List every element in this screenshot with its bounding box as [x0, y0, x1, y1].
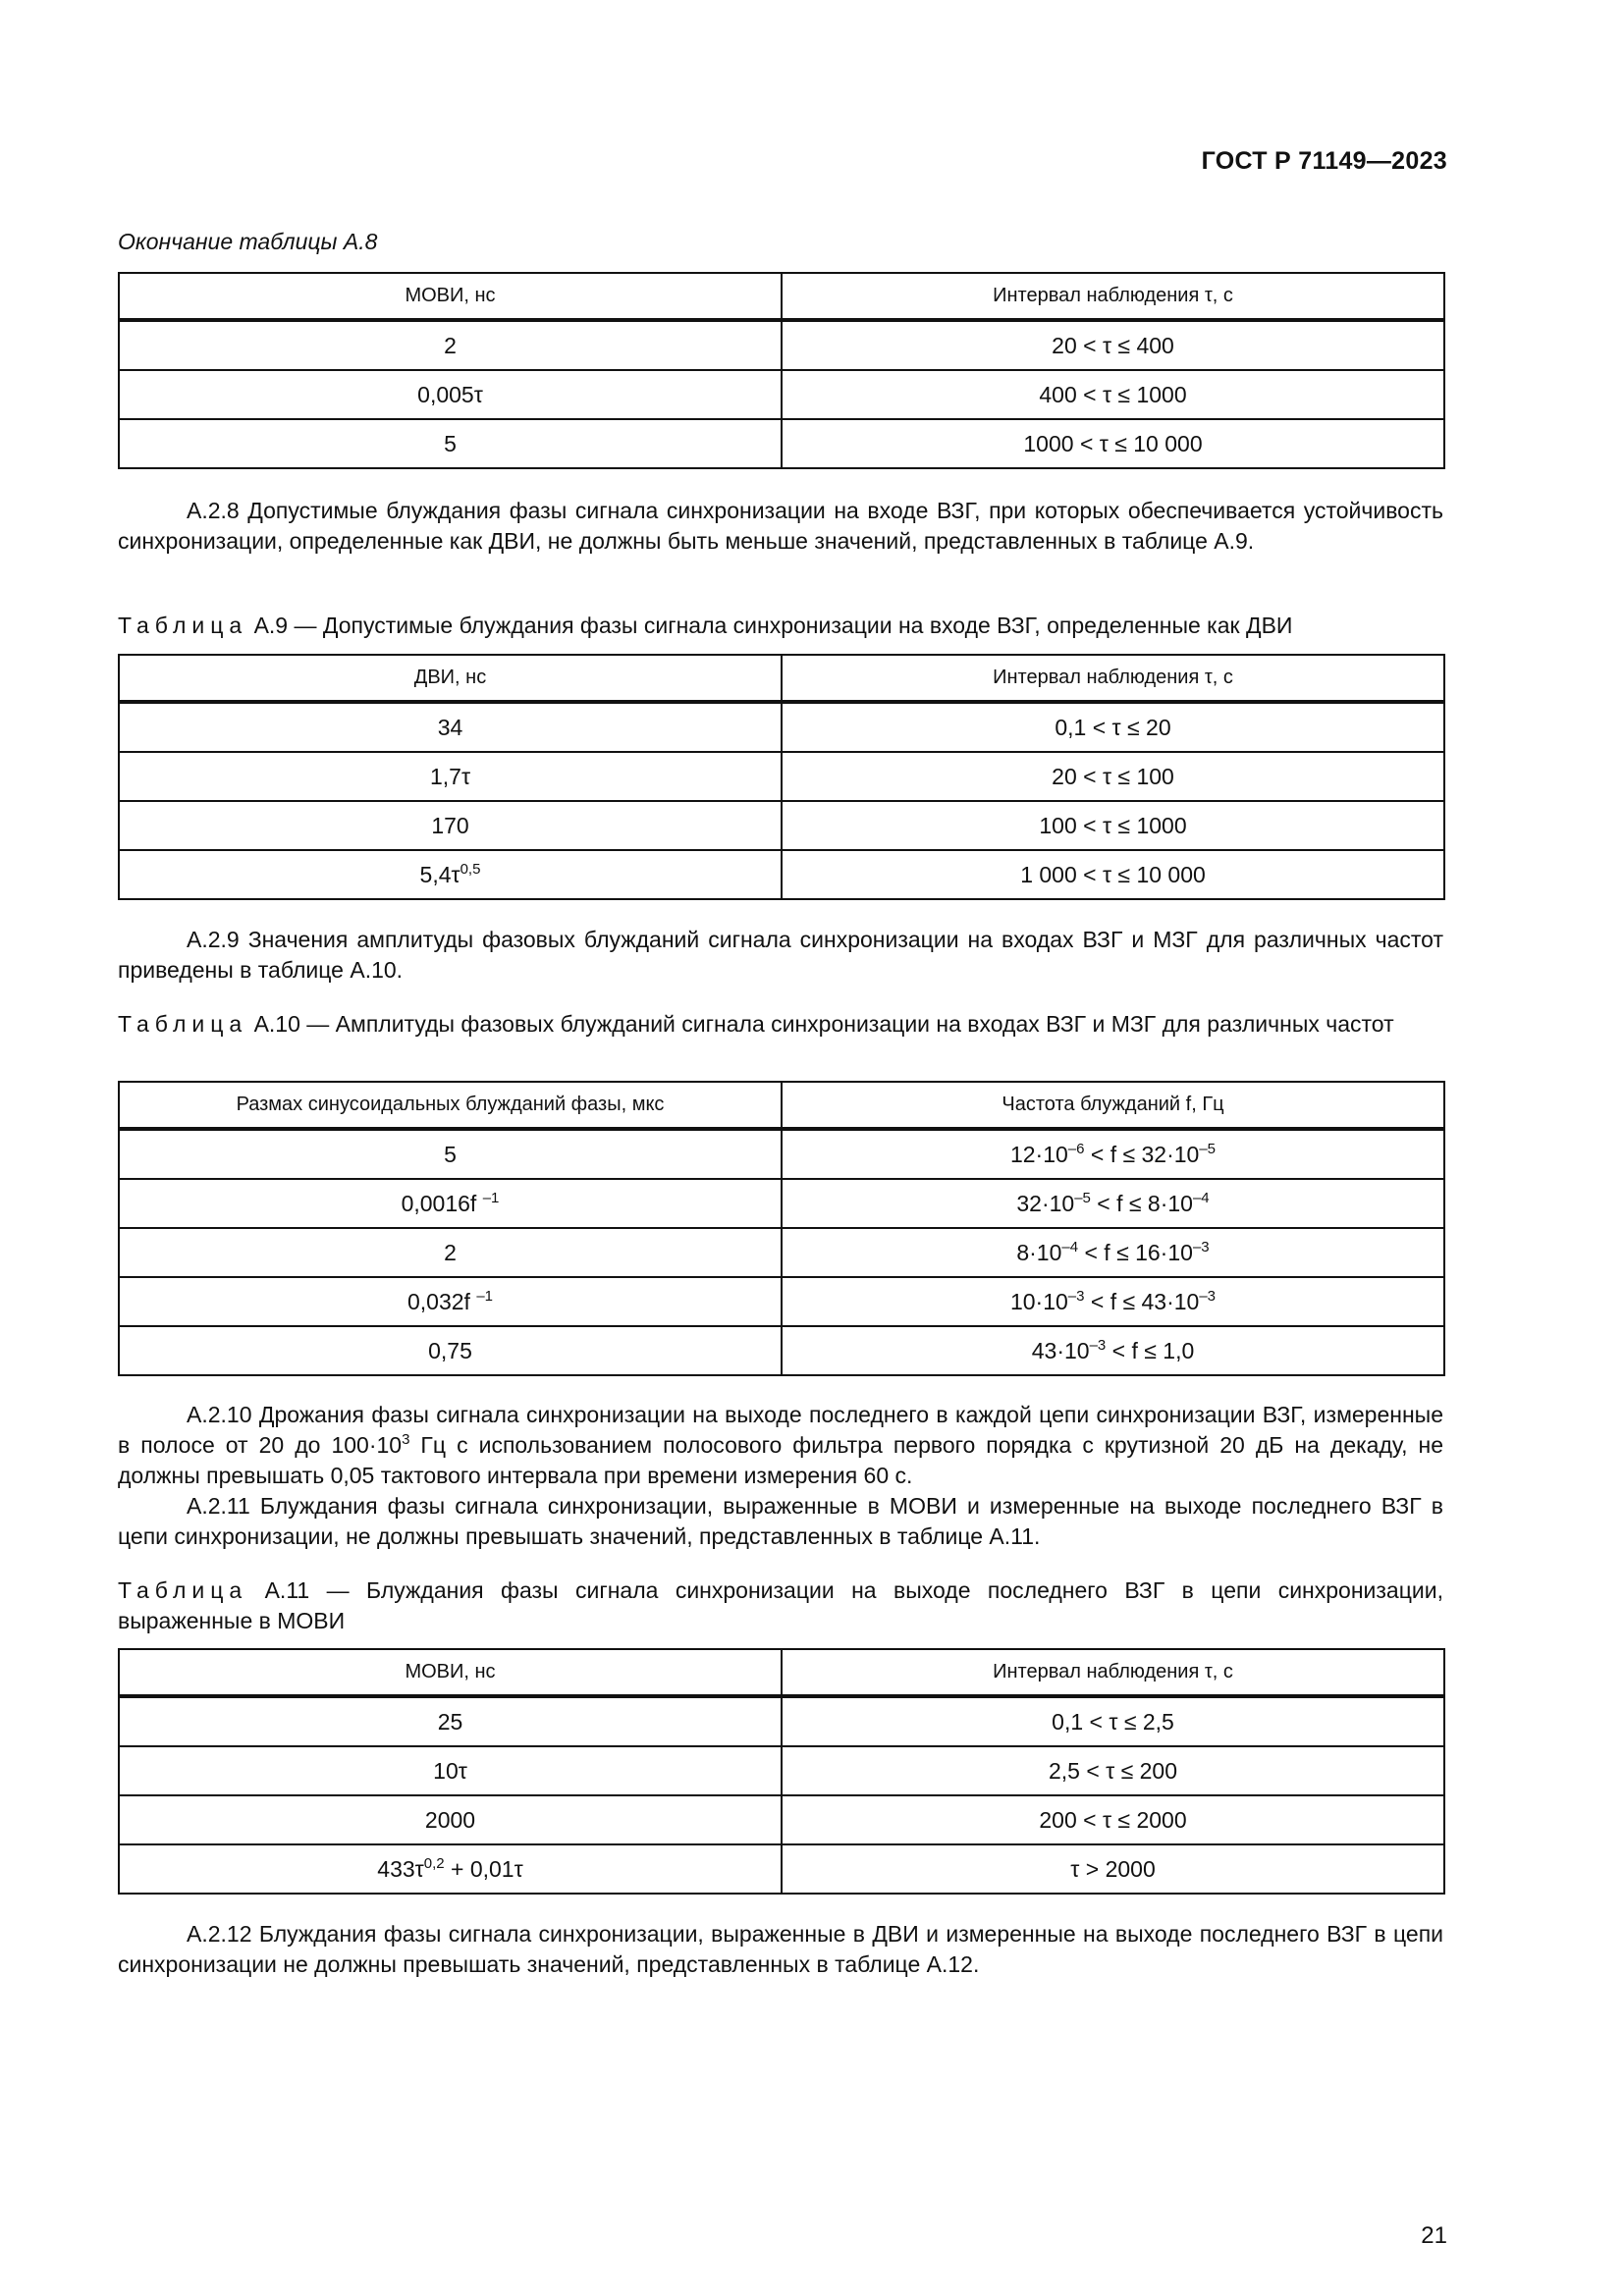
table-row [119, 1746, 1444, 1795]
table-row [119, 801, 1444, 850]
table-cell: 0,75 [119, 1326, 782, 1375]
table-a8-continuation [118, 272, 1445, 469]
table-cell: 25 [119, 1696, 782, 1746]
table-row [119, 370, 1444, 419]
table-cell: 0,005τ [119, 370, 782, 419]
table-cell: 1000 < τ ≤ 10 000 [782, 419, 1444, 468]
table-a11-caption [118, 1575, 1443, 1636]
table-caption-text: А.10 — Амплитуды фазовых блужданий сигнала синхронизации на входах ВЗГ и МЗГ для различных частот [253, 1011, 1394, 1037]
table-row [119, 1277, 1444, 1326]
paragraph-a-2-11: А.2.11 Блуждания фазы сигнала синхронизации, выраженные в МОВИ и измеренные на выходе последнего ВЗГ в цепи синхронизации, не должны превышать значений, представленных в таблице А.11. [118, 1493, 1443, 1549]
table-caption-word: Таблица [118, 613, 248, 638]
table-row [119, 1696, 1444, 1746]
table-a10-caption [118, 1009, 1443, 1040]
table-cell: 0,0016f $^{-1}$ [119, 1179, 782, 1228]
table-caption-text: А.9 — Допустимые блуждания фазы сигнала синхронизации на входе ВЗГ, определенные как ДВИ [253, 613, 1293, 638]
table-cell: 0,1 < τ ≤ 2,5 [782, 1696, 1444, 1746]
table-row [119, 752, 1444, 801]
table-cell: 10τ [119, 1746, 782, 1795]
table-row [119, 1179, 1444, 1228]
table-caption-word: Таблица [118, 1011, 248, 1037]
table-row [119, 1795, 1444, 1844]
table-cell: 2,5 < τ ≤ 200 [782, 1746, 1444, 1795]
table-row [119, 1129, 1444, 1179]
table-cell: $32\cdot 10^{-5} < f \le 8\cdot 10^{-4}$ [782, 1179, 1444, 1228]
table-cell: 200 < τ ≤ 2000 [782, 1795, 1444, 1844]
table-cell: 2 [119, 320, 782, 370]
table-cell: 100 < τ ≤ 1000 [782, 801, 1444, 850]
table-header-cell: Интервал наблюдения τ, с [782, 655, 1444, 702]
table-a10 [118, 1081, 1445, 1376]
table-cell: $433\tau^{0,2} + 0,01\tau$ [119, 1844, 782, 1894]
table-row [119, 1228, 1444, 1277]
table-header-cell: Интервал наблюдения τ, с [782, 273, 1444, 320]
document-code: ГОСТ Р 71149—2023 [1201, 147, 1447, 175]
table-cell: 34 [119, 702, 782, 752]
table-header-cell: Интервал наблюдения τ, с [782, 1649, 1444, 1696]
table-caption-word: Таблица [118, 1577, 248, 1603]
table-cell: 1,7τ [119, 752, 782, 801]
formula-base: 5,4τ [419, 861, 460, 887]
table-row [119, 320, 1444, 370]
formula-exponent: 0,5 [460, 860, 481, 878]
table-header-cell: Частота блужданий f, Гц [782, 1082, 1444, 1129]
paragraph-a-2-9: А.2.9 Значения амплитуды фазовых блужданий сигнала синхронизации на входах ВЗГ и МЗГ для различных частот приведены в таблице А.10. [118, 927, 1443, 983]
table-header-cell: ДВИ, нс [119, 655, 782, 702]
table-cell: $12\cdot 10^{-6} < f \le 32\cdot 10^{-5}$ [782, 1129, 1444, 1179]
table-cell: 5 [119, 1129, 782, 1179]
table-cell: 20 < τ ≤ 400 [782, 320, 1444, 370]
table-caption-text: А.11 — Блуждания фазы сигнала синхронизации на выходе последнего ВЗГ в цепи синхронизации, выраженные в МОВИ [118, 1577, 1443, 1633]
paragraph-a-2-10: А.2.10 Дрожания фазы сигнала синхронизации на выходе последнего в каждой цепи синхронизации ВЗГ, измеренные в полосе от 20 до $100\cdot 10^3$ Гц с использованием полосового фильтра первого порядка с крутизной 20 дБ на декаду, не должны превышать 0,05 тактового интервала при времени измерения 60 с. [118, 1402, 1443, 1488]
page-number: 21 [1421, 2222, 1447, 2249]
table-continuation-caption: Окончание таблицы А.8 [118, 229, 378, 254]
table-cell: 5 [119, 419, 782, 468]
table-a11 [118, 1648, 1445, 1895]
table-cell: 400 < τ ≤ 1000 [782, 370, 1444, 419]
table-cell: 2000 [119, 1795, 782, 1844]
table-cell: $10\cdot 10^{-3} < f \le 43\cdot 10^{-3}$ [782, 1277, 1444, 1326]
table-header-cell: МОВИ, нс [119, 1649, 782, 1696]
table-cell: $8\cdot 10^{-4} < f \le 16\cdot 10^{-3}$ [782, 1228, 1444, 1277]
table-cell: 0,1 < τ ≤ 20 [782, 702, 1444, 752]
table-row [119, 1844, 1444, 1894]
table-row [119, 850, 1444, 899]
table-header-cell: Размах синусоидальных блужданий фазы, мкс [119, 1082, 782, 1129]
table-cell: 20 < τ ≤ 100 [782, 752, 1444, 801]
paragraph-a-2-12: А.2.12 Блуждания фазы сигнала синхронизации, выраженные в ДВИ и измеренные на выходе последнего ВЗГ в цепи синхронизации не должны превышать значений, представленных в таблице А.12. [118, 1921, 1443, 1977]
table-cell: τ > 2000 [782, 1844, 1444, 1894]
table-cell: 170 [119, 801, 782, 850]
table-header-cell: МОВИ, нс [119, 273, 782, 320]
table-cell: 0,032f $^{-1}$ [119, 1277, 782, 1326]
table-cell: $43\cdot 10^{-3} < f \le 1,0$ [782, 1326, 1444, 1375]
table-row [119, 1326, 1444, 1375]
table-cell: 1 000 < τ ≤ 10 000 [782, 850, 1444, 899]
table-a9 [118, 654, 1445, 900]
paragraph-a-2-8: А.2.8 Допустимые блуждания фазы сигнала синхронизации на входе ВЗГ, при которых обеспечивается устойчивость синхронизации, определенные как ДВИ, не должны быть меньше значений, представленных в таблице А.9. [118, 498, 1443, 554]
table-cell: 2 [119, 1228, 782, 1277]
table-row [119, 419, 1444, 468]
table-cell [119, 850, 782, 899]
table-a9-caption [118, 611, 1443, 641]
table-row [119, 702, 1444, 752]
